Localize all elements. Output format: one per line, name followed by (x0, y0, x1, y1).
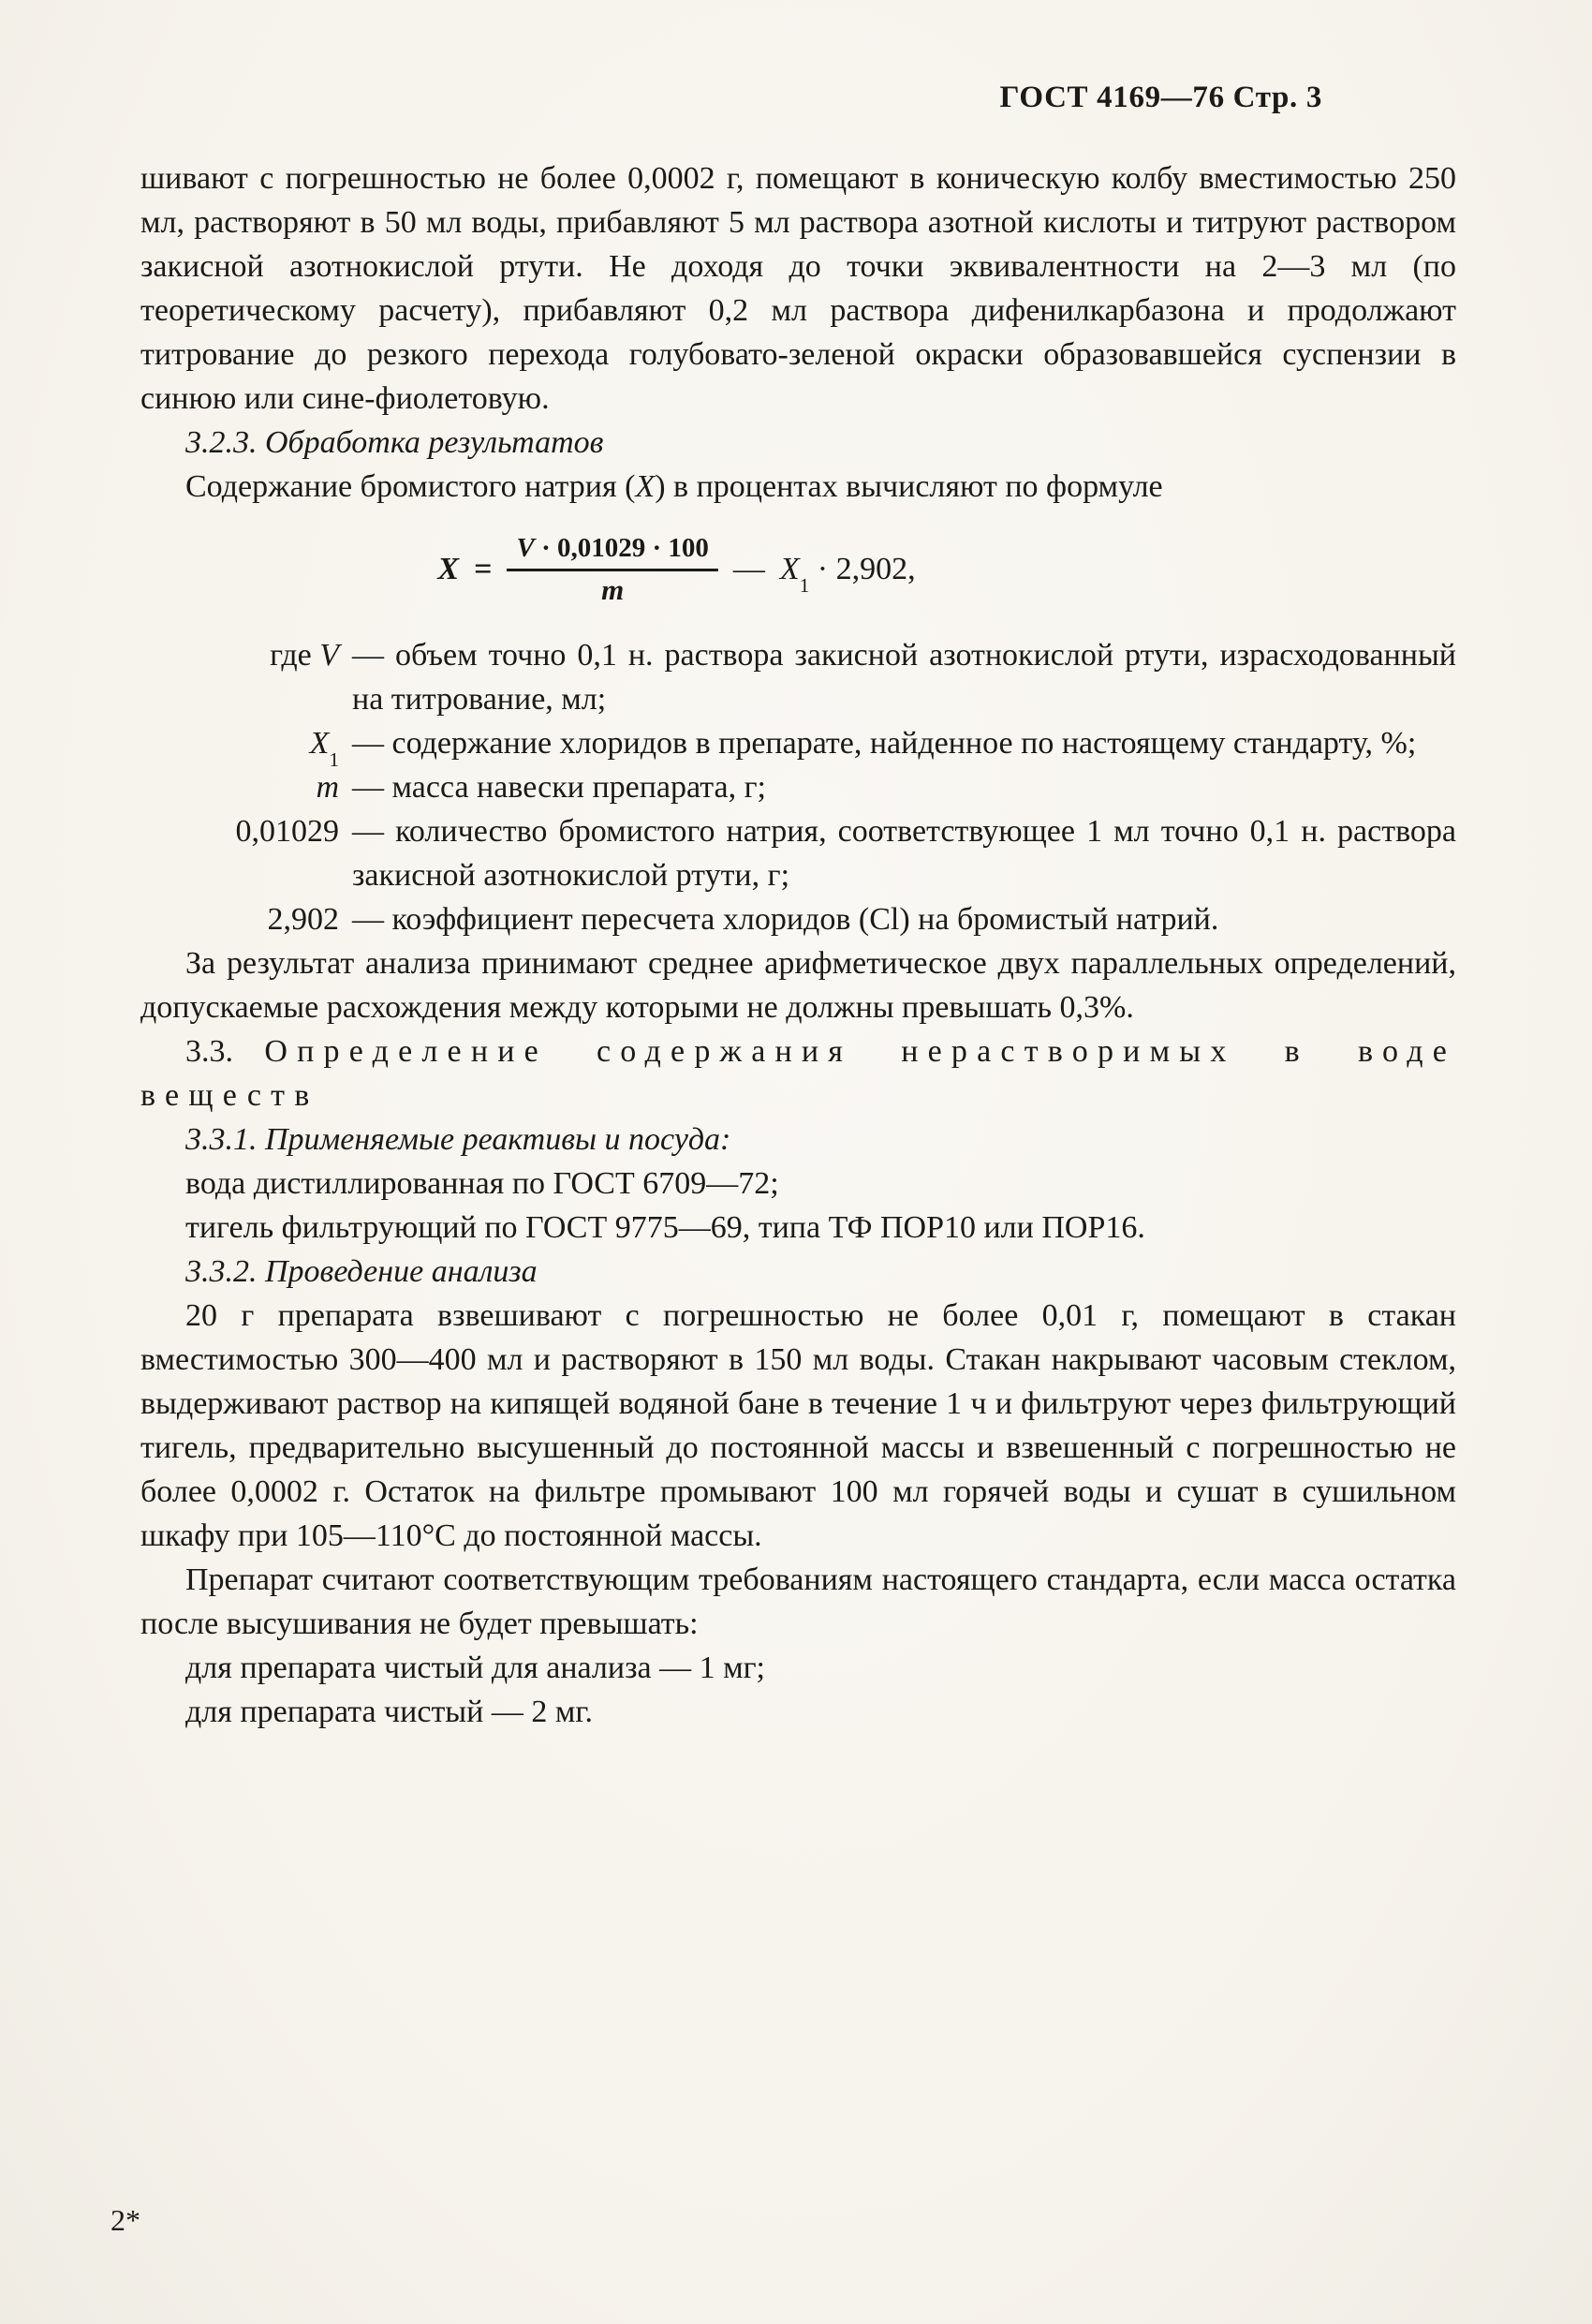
definition-description: — количество бромистого натрия, соответствующее 1 мл точно 0,1 н. раствора закисной азотнокислой ртути, г; (352, 814, 1456, 893)
definition-term-variable: m (316, 770, 339, 805)
heading-3-3-2: 3.3.2. Проведение анализа (185, 1254, 538, 1289)
limit-item-pure-grade: для препарата чистый — 2 мг. (185, 1695, 593, 1729)
formula-intro-text-after: ) в процентах вычисляют по формуле (655, 469, 1163, 504)
heading-3-3-title: Определение содержания нерастворимых в воде веществ (140, 1034, 1457, 1113)
definition-item (140, 897, 1456, 941)
definition-term-variable: V (319, 638, 339, 673)
formula-intro-text-before: Содержание бромистого натрия ( (185, 469, 636, 504)
formula-rhs-term (779, 547, 916, 597)
formula-fraction (507, 529, 717, 609)
definition-description: — объем точно 0,1 н. раствора закисной азотнокислой ртути, израсходованный на титрование, мл; (352, 638, 1456, 717)
page-header (0, 0, 1592, 115)
document-content (140, 156, 1456, 1734)
definition-term (140, 633, 339, 677)
limit-item-analytical-grade: для препарата чистый для анализа — 1 мг; (185, 1650, 766, 1685)
formula-rhs-subscript: 1 (799, 573, 810, 597)
heading-3-2-3: 3.2.3. Обработка результатов (185, 425, 604, 460)
formula-minus-sign: — (732, 552, 765, 586)
formula-numerator (507, 529, 717, 571)
definition-description: — коэффициент пересчета хлоридов (Cl) на бромистый натрий. (352, 902, 1219, 937)
definition-item (140, 765, 1456, 809)
paragraph-requirement: Препарат считают соответствующим требованиям настоящего стандарта, если масса остатка после высушивания не будет превышать: (140, 1562, 1456, 1641)
definition-term-subscript: 1 (329, 748, 339, 771)
formula-rhs-variable: X (779, 552, 800, 586)
formula-numerator-variable: V (516, 533, 535, 563)
formula (19, 529, 1334, 609)
heading-3-3-1: 3.3.1. Применяемые реактивы и посуда: (185, 1122, 731, 1157)
footer-page-mark: 2* (111, 2203, 140, 2237)
definition-description: — масса навески препарата, г; (352, 770, 766, 805)
definition-item (140, 809, 1456, 897)
formula-rhs-constant: · 2,902, (809, 552, 916, 586)
definition-list (140, 633, 1456, 941)
formula-denominator: m (601, 573, 625, 606)
paragraph-result-rule: За результат анализа принимают среднее арифметическое двух параллельных определений, допускаемые расхождения между которыми не должны превышать 0,3%. (140, 946, 1456, 1025)
definition-description: — содержание хлоридов в препарате, найденное по настоящему стандарту, %; (352, 726, 1417, 761)
definition-term: 0,01029 (235, 814, 339, 849)
paragraph-continuation: шивают с погрешностью не более 0,0002 г, помещают в коническую колбу вместимостью 250 мл, растворяют в 50 мл воды, прибавляют 5 мл раствора азотной кислоты и титруют раствором закисной азотнокислой ртути. Не доходя до точки эквивалентности на 2—3 мл (по теоретическому расчету), прибавляют 0,2 мл раствора дифенилкарбазона и продолжают титрование до резкого перехода голубовато-зеленой окраски образовавшейся суспензии в синюю или сине-фиолетовую. (140, 161, 1456, 416)
definition-term: 2,902 (267, 902, 339, 937)
reagent-item-crucible: тигель фильтрующий по ГОСТ 9775—69, типа ТФ ПОР10 или ПОР16. (185, 1210, 1145, 1245)
paragraph-formula-intro (140, 465, 1456, 509)
heading-3-3 (140, 1029, 1456, 1118)
formula-equals-sign: = (474, 552, 493, 586)
document-number-and-page: ГОСТ 4169—76 Стр. 3 (999, 81, 1322, 114)
formula-lhs-variable: X (437, 552, 460, 586)
reagent-item-water: вода дистиллированная по ГОСТ 6709—72; (185, 1166, 779, 1201)
definition-term-variable: X (309, 726, 330, 761)
heading-3-3-number: 3.3. (185, 1034, 265, 1069)
definition-term-prefix: где (270, 638, 320, 673)
formula-numerator-constants: · 0,01029 · 100 (534, 533, 709, 563)
definition-term (140, 765, 339, 809)
paragraph-analysis-procedure: 20 г препарата взвешивают с погрешностью не более 0,01 г, помещают в стакан вместимостью 300—400 мл и растворяют в 150 мл воды. Стакан накрывают часовым стеклом, выдерживают раствор на кипящей водяной бане в течение 1 ч и фильтруют через фильтрующий тигель, предварительно высушенный до постоянной массы и взвешенный с погрешностью не более 0,0002 г. Остаток на фильтре промывают 100 мл горячей воды и сушат в сушильном шкафу при 105—110°С до постоянной массы. (140, 1298, 1456, 1553)
formula-intro-variable-x: X (635, 469, 656, 504)
definition-term (140, 721, 339, 771)
definition-item (140, 633, 1456, 721)
definition-item (140, 721, 1456, 771)
